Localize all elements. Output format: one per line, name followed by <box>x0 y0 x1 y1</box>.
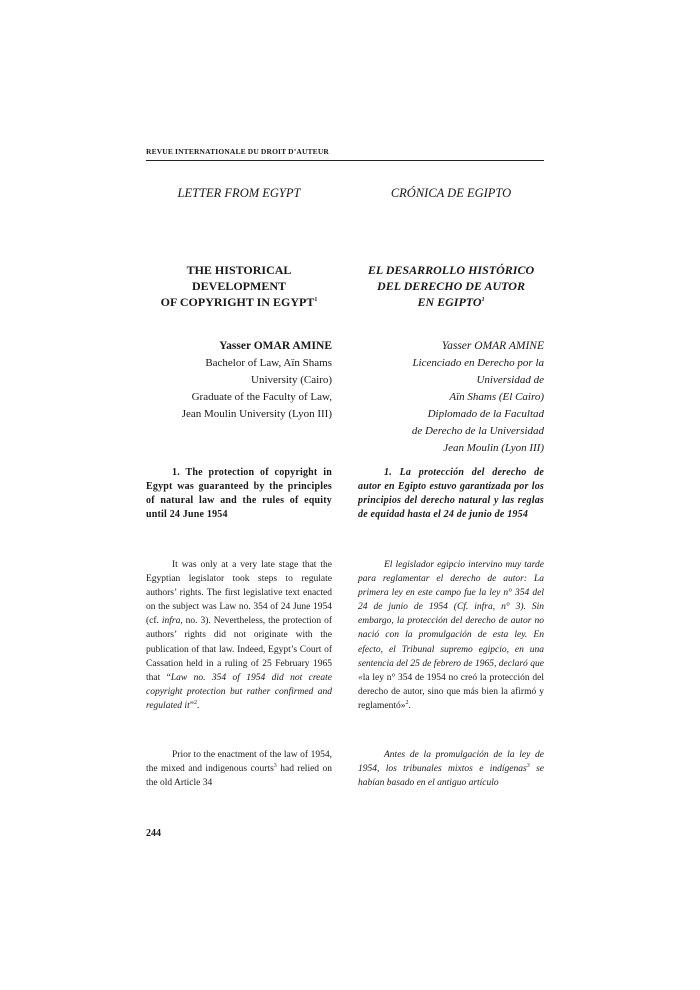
author-affiliation-line: Jean Moulin University (Lyon III) <box>181 408 332 420</box>
quotation: Law no. 354 of 1954 did not create copyright protection but rather confirmed and regulated it <box>146 672 333 711</box>
footnote-ref[interactable]: 3 <box>273 762 277 769</box>
footnote-ref[interactable]: 1 <box>314 297 318 303</box>
author-affiliation-line: Universidad de <box>476 374 544 386</box>
author-affiliation-line: de Derecho de la Universidad <box>411 425 544 437</box>
author-affiliation-line: University (Cairo) <box>251 374 332 386</box>
section-heading-en: 1. The protection of copyright in Egypt was guaranteed by the principles of natural law and the rules of equity until 24 June 1954 <box>146 467 332 520</box>
author-affiliation-line: Licenciado en Derecho por la <box>412 357 544 369</box>
author-block-es <box>358 338 544 457</box>
section-title-en: LETTER FROM EGYPT <box>177 186 301 200</box>
footnote-ref[interactable]: 3 <box>526 762 530 769</box>
page-number: 244 <box>146 828 161 839</box>
author-affiliation-line: Jean Moulin (Lyon III) <box>443 442 544 454</box>
quotation: la ley n° 354 de 1954 no creó la protección del derecho de autor, sino que más bien la afirmó y reglamentó <box>358 672 544 711</box>
paragraph-en-2: Prior to the enactment of the law of 1954, the mixed and indigenous courts$^3$ had relied on the old Article 34 <box>146 750 332 789</box>
article-title-line: EN EGIPTO$^1$ <box>417 295 485 309</box>
author-affiliation-line: Diplomado de la Facultad <box>427 408 544 420</box>
article-title-line: EL DESARROLLO HISTÓRICO <box>367 263 535 277</box>
article-title-line: THE HISTORICAL <box>186 263 292 277</box>
paragraph-es-1: El legislador egipcio intervino muy tarde para reglamentar el derecho de autor: La primera ley en este campo fue la ley n° 354 del 24 de junio de 1954 (Cf. infra, n° 3). Sin embargo, la protección del derecho de autor no nació con la promulgación de esta ley. En efecto, el Tribunal supremo egipcio, en una sentencia del 25 de febrero de 1965, declaró que «la ley n° 354 de 1954 no creó la protección del derecho de autor, sino que más bien la afirmó y reglamentó»$^2$. <box>358 560 544 711</box>
section-title-es: CRÓNICA DE EGIPTO <box>390 186 512 200</box>
article-title-es <box>358 262 544 310</box>
author-name: Yasser OMAR AMINE <box>219 340 332 352</box>
author-name: Yasser OMAR AMINE <box>441 340 544 352</box>
footnote-ref[interactable]: 2 <box>193 699 197 706</box>
paragraph-en-1: It was only at a very late stage that the Egyptian legislator took steps to regulate authors’ rights. The first legislative text enacted on the subject was Law no. 354 of 24 June 1954 (cf. infra, no. 3). Nevertheless, the protection of authors’ rights did not originate with the publication of that law. Indeed, Egypt’s Court of Cassation held in a ruling of 25 February 1965 that “Law no. 354 of 1954 did not create copyright protection but rather confirmed and regulated it”$^2$. <box>146 560 333 711</box>
author-affiliation-line: Aïn Shams (El Cairo) <box>449 391 544 403</box>
article-title-line: DEVELOPMENT <box>191 279 286 293</box>
author-affiliation-line: Bachelor of Law, Aïn Shams <box>205 357 332 369</box>
article-title-line: OF COPYRIGHT IN EGYPT$^1$ <box>160 295 318 309</box>
author-affiliation-line: Graduate of the Faculty of Law, <box>191 391 332 403</box>
article-title-en <box>146 262 332 310</box>
footnote-ref[interactable]: 2 <box>405 699 409 706</box>
running-header: REVUE INTERNATIONALE DU DROIT D’AUTEUR <box>146 147 329 156</box>
article-title-line: DEL DERECHO DE AUTOR <box>377 279 525 293</box>
section-heading-es: 1. La protección del derecho de autor en Egipto estuvo garantizada por los principios del derecho natural y las reglas de equidad hasta el 24 de junio de 1954 <box>358 467 544 520</box>
author-block-en <box>146 338 332 423</box>
footnote-ref[interactable]: 1 <box>481 297 485 303</box>
paragraph-es-2: Antes de la promulgación de la ley de 1954, los tribunales mixtos e indígenas$^3$ se habían basado en el antiguo artículo <box>358 750 545 789</box>
header-rule <box>146 160 544 161</box>
